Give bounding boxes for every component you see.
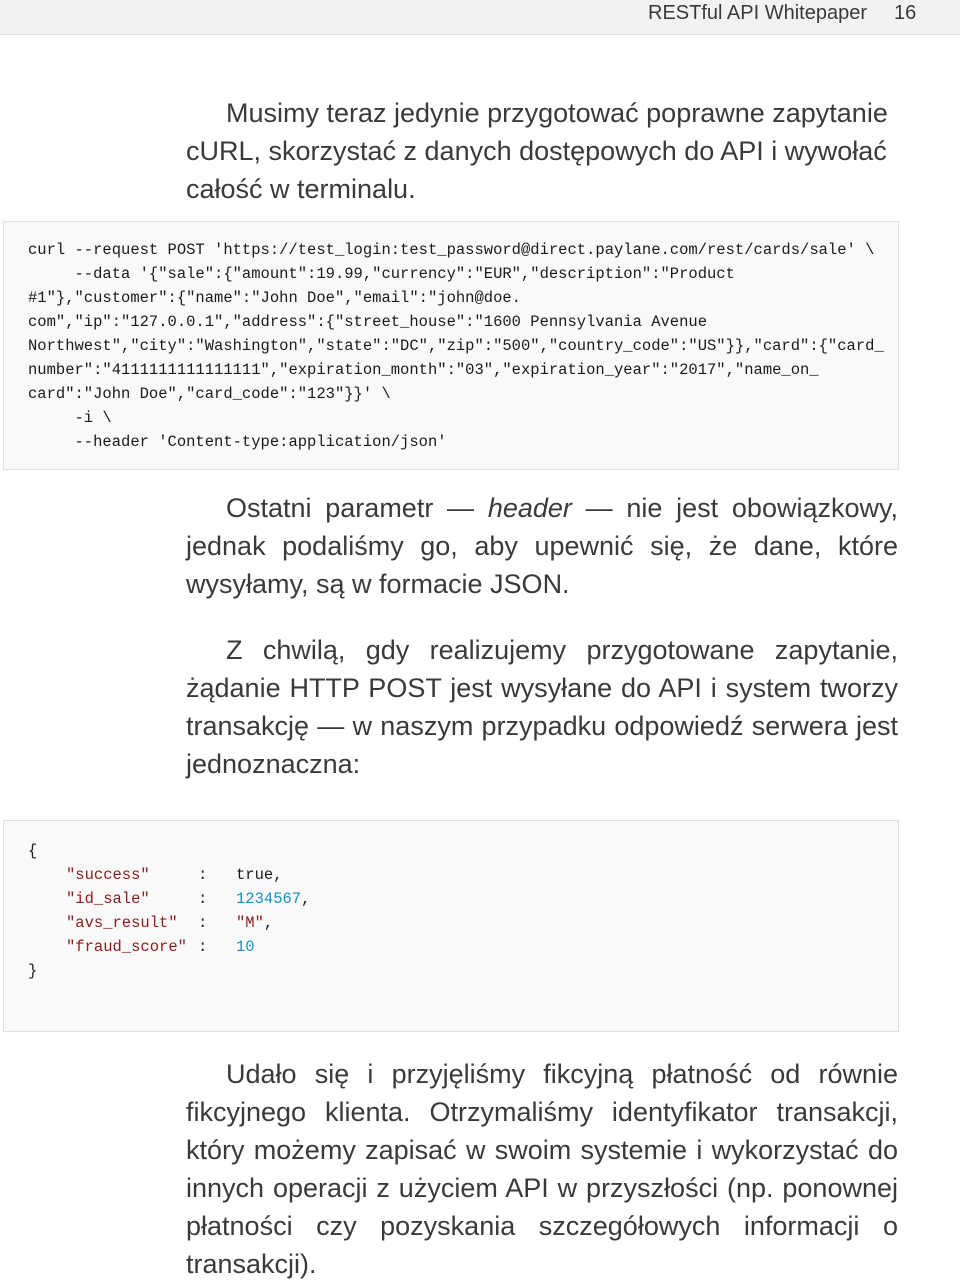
code-line: com","ip":"127.0.0.1","address":{"street_house":"1600 Pennsylvania Avenue	[28, 313, 708, 331]
json-key: "success"	[66, 866, 150, 884]
json-value: 1234567	[236, 890, 302, 908]
brace-close: }	[28, 962, 38, 980]
code-line: --header 'Content-type:application/json'	[28, 433, 447, 451]
code-line: curl --request POST 'https://test_login:test_password@direct.paylane.com/rest/cards/sale' \	[28, 241, 875, 259]
json-comma: ,	[263, 914, 274, 932]
header-param-paragraph	[186, 489, 898, 603]
json-key: "avs_result"	[66, 914, 178, 932]
text-segment: Ostatni parametr —	[226, 493, 488, 523]
json-key: "id_sale"	[66, 890, 150, 908]
json-comma: ,	[301, 890, 311, 908]
conclusion-paragraph: Udało się i przyjęliśmy fikcyjną płatność od równie fikcyjnego klienta. Otrzymaliśmy identyfikator transakcji, który możemy zapisać w swoim systemie i wykorzystać do innych operacji z użyciem API w przyszłości (np. ponownej płatności czy pozyskania szczegółowych informacji o transakcji).	[186, 1059, 898, 1279]
document-title: RESTful API Whitepaper	[648, 2, 867, 24]
code-line: Northwest","city":"Washington","state":"DC","zip":"500","country_code":"US"}},"card":{"card_	[28, 337, 884, 355]
code-line: number":"4111111111111111","expiration_month":"03","expiration_year":"2017","name_on_	[28, 361, 819, 379]
json-value: true	[236, 866, 274, 884]
json-row-avs-result	[66, 911, 273, 935]
json-row-success	[66, 863, 283, 887]
brace-open: {	[28, 842, 38, 860]
json-colon: :	[198, 914, 208, 932]
text-segment: — nie jest obowiązkowy, jednak podaliśmy go, aby upewnić się, że dane, które wysyłamy, są w formacie JSON.	[186, 493, 898, 599]
json-value: 10	[236, 938, 255, 956]
json-row-id-sale	[66, 887, 310, 911]
page-header	[0, 0, 960, 35]
intro-paragraph: Musimy teraz jedynie przygotować poprawne zapytanie cURL, skorzystać z danych dostępowych do API i wywołać całość w terminalu.	[186, 98, 888, 204]
json-response-block[interactable]	[3, 820, 899, 1032]
json-comma: ,	[273, 866, 283, 884]
json-colon: :	[198, 938, 208, 956]
code-line: card":"John Doe","card_code":"123"}}' \	[28, 385, 391, 403]
json-value: "M"	[236, 914, 264, 932]
json-row-fraud-score	[66, 935, 255, 959]
emphasis-header: header	[487, 493, 572, 523]
curl-code-block[interactable]	[3, 221, 899, 470]
json-colon: :	[198, 890, 208, 908]
code-line: --data '{"sale":{"amount":19.99,"currency":"EUR","description":"Product	[28, 265, 735, 283]
page-number: 16	[894, 2, 917, 24]
json-colon: :	[198, 866, 208, 884]
json-key: "fraud_score"	[66, 938, 187, 956]
code-line: -i \	[28, 409, 112, 427]
code-line: #1"},"customer":{"name":"John Doe","email":"john@doe.	[28, 289, 521, 307]
transaction-paragraph: Z chwilą, gdy realizujemy przygotowane zapytanie, żądanie HTTP POST jest wysyłane do API i system tworzy transakcję — w naszym przypadku odpowiedź serwera jest jednoznaczna:	[186, 635, 898, 779]
